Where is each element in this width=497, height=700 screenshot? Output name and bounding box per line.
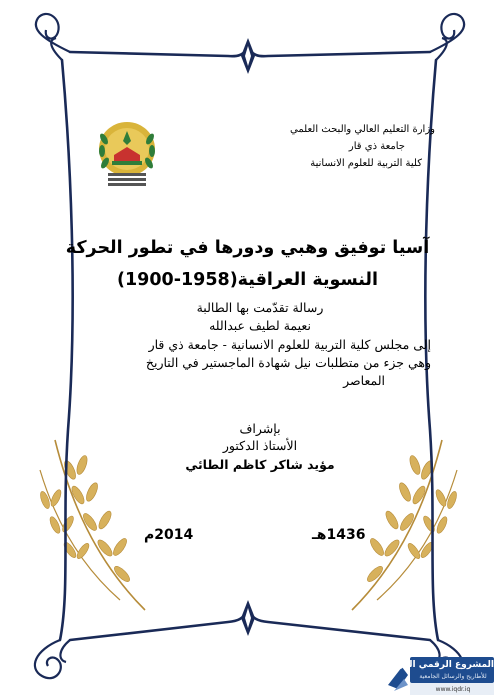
supervision-label: بإشراف xyxy=(239,421,281,436)
supervisor-name: مؤيد شاكر كاظم الطائي xyxy=(185,457,335,472)
college-name: كلية التربية للعلوم الانسانية xyxy=(310,158,422,169)
brand-url[interactable]: www.iqdr.iq xyxy=(435,686,471,693)
submitted-by-text: رسالة تقدّمت بها الطالبة xyxy=(196,300,324,315)
university-name: جامعة ذي قار xyxy=(348,141,405,152)
supervisor-rank: الأستاذ الدكتور xyxy=(222,438,298,453)
submission-line: إلى مجلس كلية التربية للعلوم الانسانية - جامعة ذي قار xyxy=(148,337,431,352)
thesis-title-line-2: النسوية العراقية(1958-1900) xyxy=(116,270,379,290)
student-name: نعيمة لطيف عبدالله xyxy=(209,318,311,333)
brand-subtitle: للأطاريح والرسائل الجامعية xyxy=(419,673,487,680)
hijri-year: 1436هـ xyxy=(312,527,366,543)
degree-requirement-line: وهي جزء من متطلبات نيل شهادة الماجستير في التاريخ xyxy=(145,355,431,370)
field-line: المعاصر xyxy=(343,373,385,388)
university-logo xyxy=(96,119,158,190)
ministry-name: وزارة التعليم العالي والبحث العلمي xyxy=(290,124,435,135)
thesis-title-line-1: آسيا توفيق وهبي ودورها في تطور الحركة xyxy=(65,238,430,258)
gregorian-year: 2014م xyxy=(144,527,194,543)
brand-name: المشروع الرقمي العراقي xyxy=(380,660,494,670)
